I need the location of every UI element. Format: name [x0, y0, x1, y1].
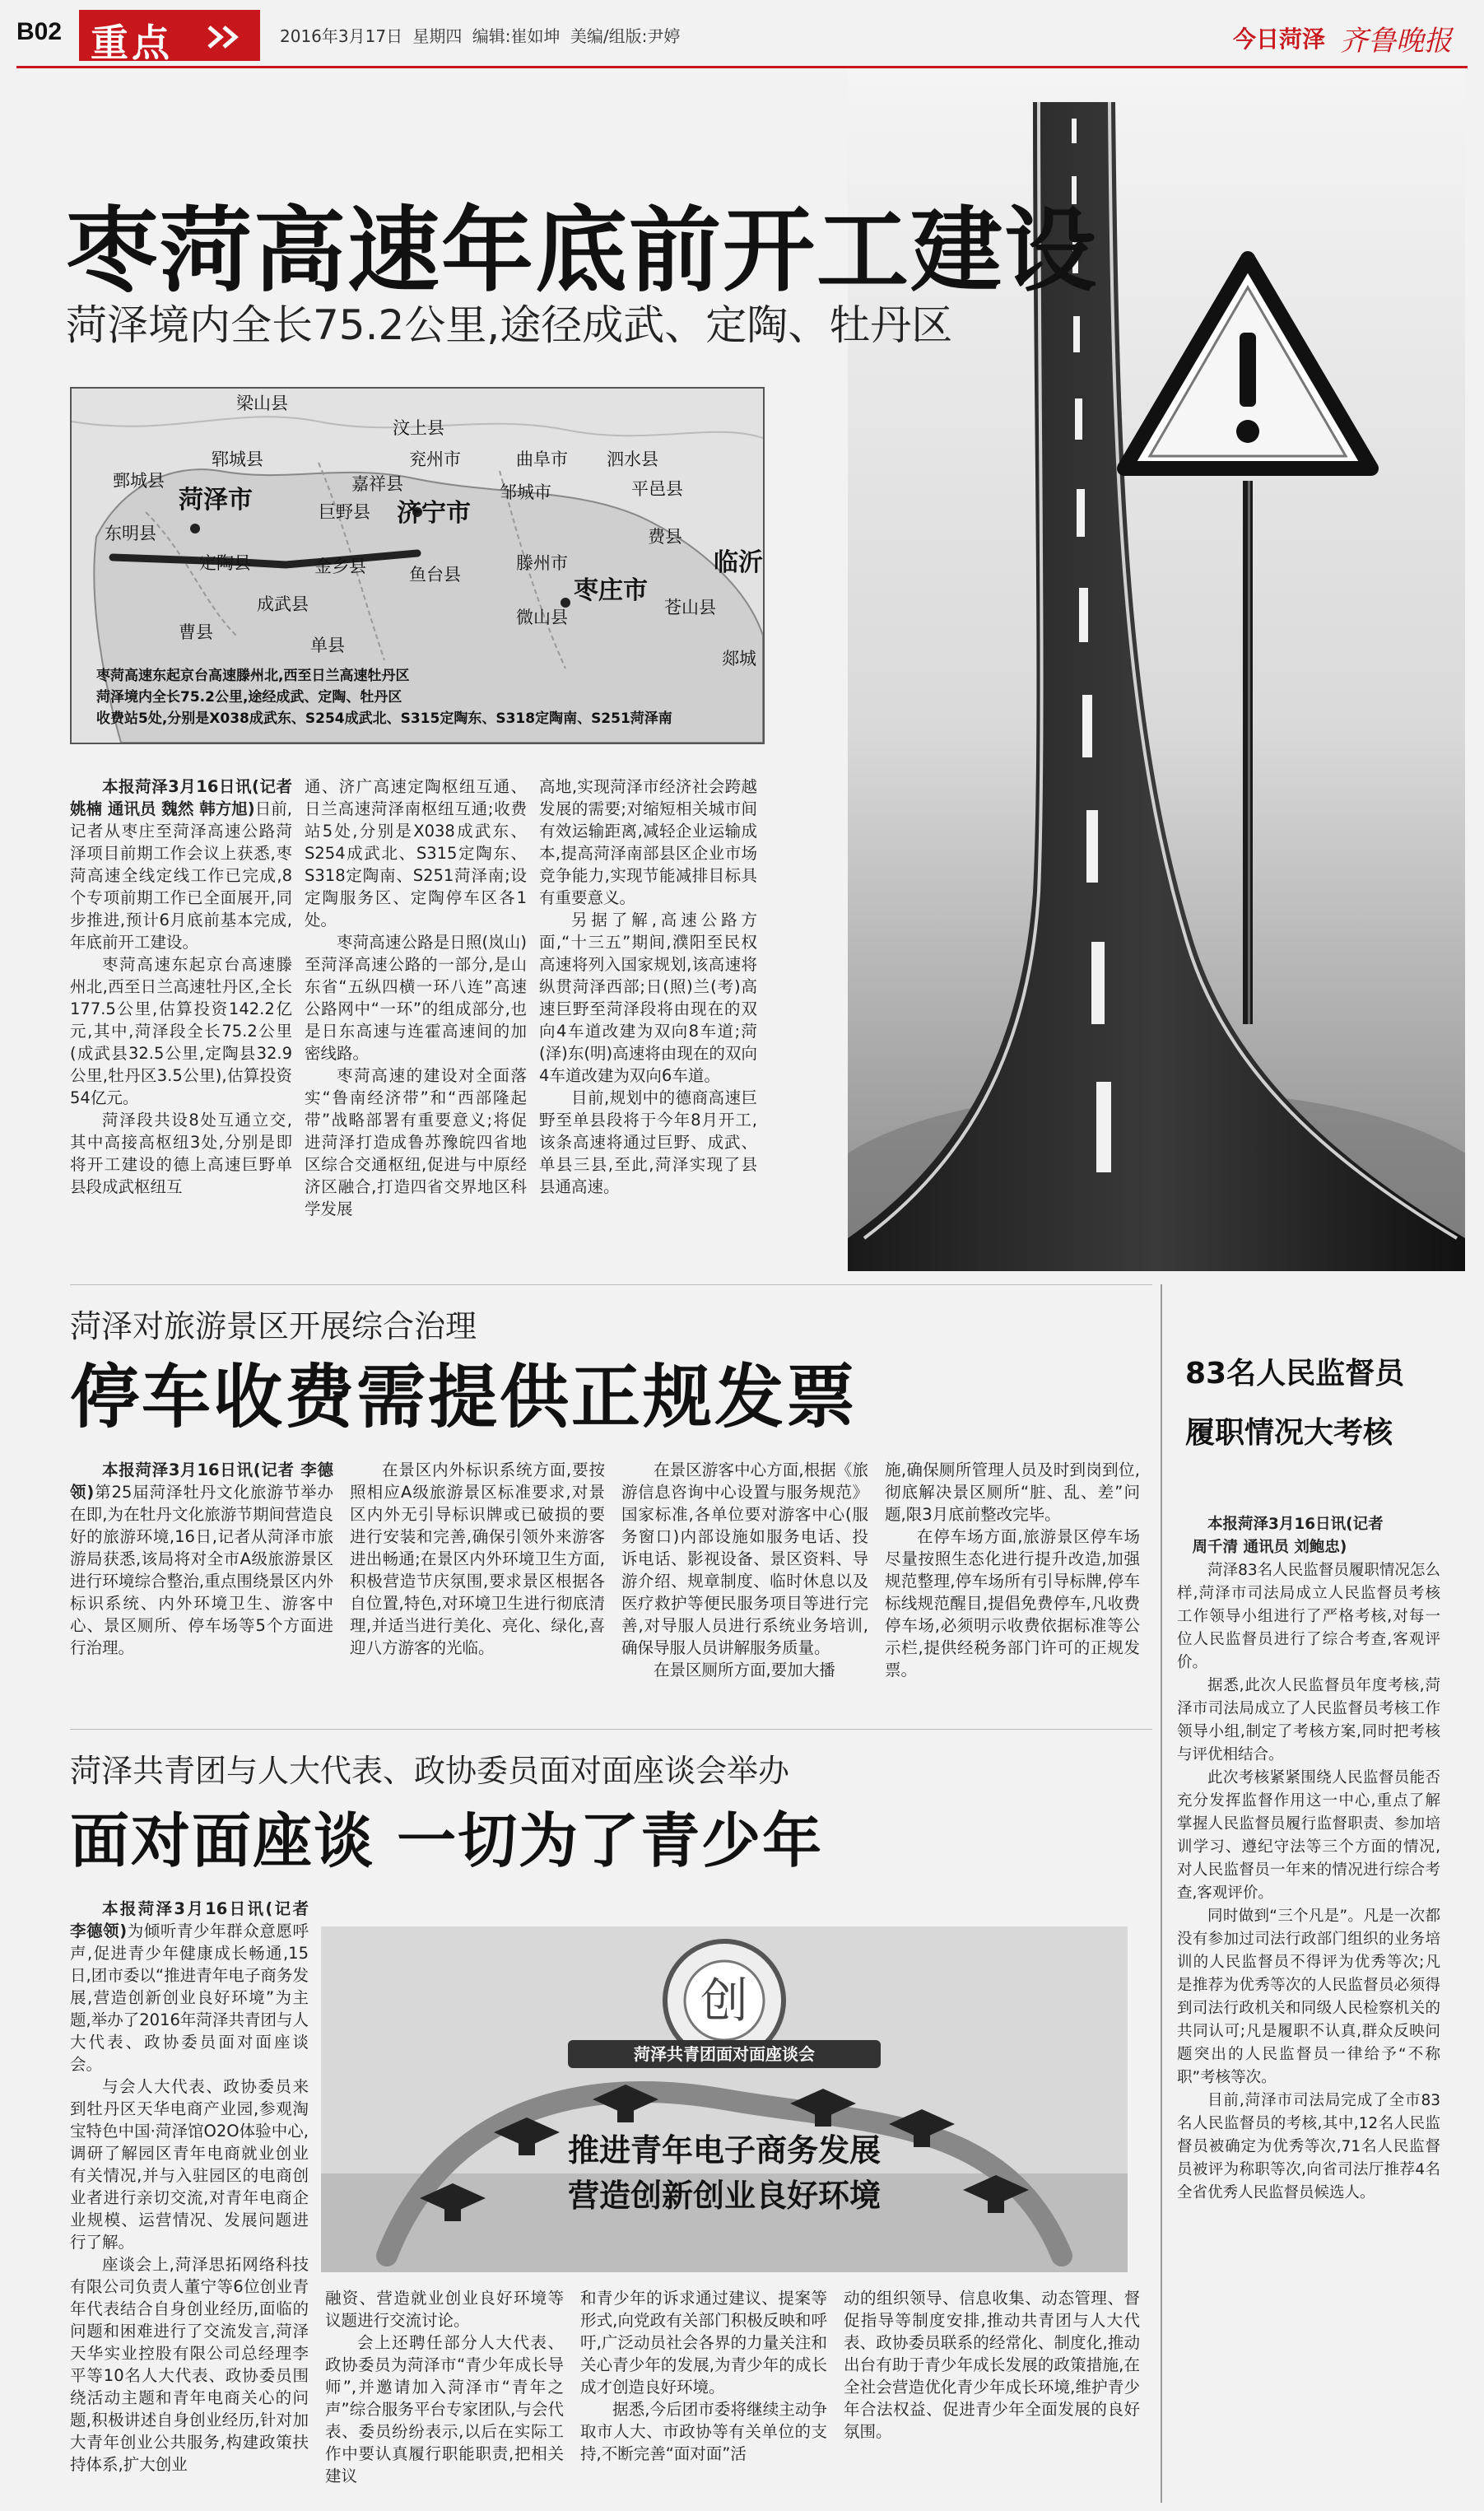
map-caption-line: 收费站5处,分别是X038成武东、S254成武北、S315定陶东、S318定陶南、S251菏泽南 [96, 710, 672, 727]
map-place: 东明县 [105, 524, 156, 543]
page-number: B02 [16, 18, 63, 45]
paragraph: 为倾听青少年群众意愿呼声,促进青少年健康成长畅通,15日,团市委以“推进青年电子商务发展,营造创新创业良好环境”为主题,举办了2016年菏泽共青团与人大代表、政协委员面对面座谈会。 [70, 1922, 309, 2074]
paragraph: 目前,规划中的德商高速巨野至单县段将于今年8月开工,该条高速将通过巨野、成武、单县三县,至此,菏泽实现了县县通高速。 [539, 1088, 757, 1196]
map-place: 曲阜市 [516, 450, 568, 469]
map-place: 曹县 [179, 622, 213, 642]
map-place: 邹城市 [500, 482, 551, 502]
paragraph: 菏泽段共设8处互通立交,其中高接高枢纽3处,分别是即将开工建设的德上高速巨野单县段成武枢纽互 [70, 1111, 292, 1196]
story3-column-1 [70, 1898, 309, 2476]
paragraph: 施,确保厕所管理人员及时到岗到位,彻底解决景区厕所“脏、乱、差”问题,限3月底前整改完毕。 [885, 1460, 1140, 1524]
double-chevron-right-icon [206, 25, 244, 49]
newspaper-logo: 齐鲁晚报 [1340, 25, 1452, 58]
event-slogan-1: 推进青年电子商务发展 [567, 2132, 882, 2169]
event-slogan-2: 营造创新创业良好环境 [567, 2178, 882, 2214]
sidebar-headline: 83名人民监督员 [1185, 1357, 1405, 1391]
paragraph: 日前,记者从枣庄至菏泽高速公路菏泽项目前期工作会议上获悉,枣菏高速全线定线工作已完成,8个专项前期工作已全面展开,同步推进,预计6月底前基本完成,年底前开工建设。 [70, 799, 292, 952]
byline: 周千清 通讯员 刘鲍忠) [1192, 1539, 1347, 1556]
paragraph: 第25届菏泽牡丹文化旅游节举办在即,为在牡丹文化旅游节期间营造良好的旅游环境,16日,记者从菏泽市旅游局获悉,该局将对全市A级旅游景区进行环境综合整治,重点围绕景区内外标识系统、内外环境卫生、游客中心、景区厕所、停车场等5个方面进行治理。 [70, 1483, 333, 1657]
map-place: 泗水县 [607, 450, 658, 469]
story3-column-4 [844, 2287, 1140, 2443]
paragraph: 枣菏高速的建设对全面落实“鲁南经济带”和“西部隆起带”战略部署有重要意义;将促进菏泽打造成鲁苏豫皖四省地区综合交通枢纽,促进与中原经济区融合,打造四省交界地区科学发展 [305, 1066, 527, 1218]
header-rule [16, 66, 1468, 68]
story2-headline: 停车收费需提供正规发票 [70, 1357, 858, 1437]
map-caption-line: 菏泽境内全长75.2公里,途经成武、定陶、牡丹区 [96, 689, 402, 706]
route-map [70, 387, 765, 744]
paragraph: 在停车场方面,旅游景区停车场尽量按照生态化进行提升改造,加强规范整理,停车场所有引导标牌,停车标线规范醒目,提倡免费停车,凡收费停车场,必须明示收费依据标准等公示栏,提供经税务部门许可的正规发票。 [885, 1527, 1140, 1679]
event-backdrop-photo [321, 1926, 1128, 2272]
map-caption [96, 665, 747, 729]
sidebar-rule [1161, 1284, 1162, 2503]
byline: 本报菏泽3月16日讯(记者 李德领) [70, 1899, 309, 1940]
paragraph: 高地,实现菏泽市经济社会跨越发展的需要;对缩短相关城市间有效运输距离,减轻企业运输成本,提高菏泽南部县区企业市场竞争能力,实现节能减排目标具有重要意义。 [539, 777, 757, 907]
map-place: 菏泽市 [179, 486, 253, 515]
byline: 本报菏泽3月16日讯(记者 姚楠 通讯员 魏然 韩方旭) [70, 777, 292, 818]
byline: 本报菏泽3月16日讯(记者 李德领) [70, 1460, 333, 1502]
lead-column-2 [305, 776, 527, 1220]
map-place: 金乡县 [314, 557, 366, 576]
map-place: 平邑县 [631, 479, 683, 499]
paragraph: 枣菏高速东起京台高速滕州北,西至日兰高速牡丹区,全长177.5公里,估算投资142.2亿元,其中,菏泽段全长75.2公里(成武县32.5公里,定陶县32.9公里,牡丹区3.5公里),估算投资54亿元。 [70, 955, 292, 1107]
paragraph: 通、济广高速定陶枢纽互通、日兰高速菏泽南枢纽互通;收费站5处,分别是X038成武东、S254成武北、S315定陶东、S318定陶南、S251菏泽南;设定陶服务区、定陶停车区各1处。 [305, 777, 527, 929]
story2-kicker: 菏泽对旅游景区开展综合治理 [70, 1308, 477, 1344]
map-place: 鱼台县 [409, 565, 461, 585]
story3-column-2 [325, 2287, 564, 2487]
paragraph: 和青少年的诉求通过建议、提案等形式,向党政有关部门积极反映和呼吁,广泛动员社会各界的力量关注和关心青少年的发展,为青少年的成长成才创造良好环境。 [580, 2289, 827, 2397]
paragraph: 在景区游客中心方面,根据《旅游信息咨询中心设置与服务规范》国家标准,各单位要对游客中心(服务窗口)内部设施如服务电话、投诉电话、影视设备、景区资料、导游介绍、规章制度、临时休息以及医疗救护等便民服务项目等进行完善,对导服人员进行系统业务培训,确保导服人员讲解服务质量。 [621, 1460, 868, 1657]
map-place: 郓城县 [212, 450, 263, 469]
issue-meta: 2016年3月17日 星期四 编辑:崔如坤 美编/组版:尹婷 [280, 26, 681, 46]
map-place: 枣庄市 [574, 576, 648, 605]
lead-subheadline: 菏泽境内全长75.2公里,途径成武、定陶、牡丹区 [66, 301, 953, 349]
map-place: 巨野县 [319, 502, 370, 522]
story3-kicker: 菏泽共青团与人大代表、政协委员面对面座谈会举办 [70, 1753, 790, 1789]
lead-headline: 枣菏高速年底前开工建设 [66, 198, 1098, 305]
paragraph: 在景区内外标识系统方面,要按照相应A级旅游景区标准要求,对景区内外无引导标识牌或已破损的要进行安装和完善,确保引领外来游客进出畅通;在景区内外环境卫生方面,积极营造节庆氛围,要求景区根据各自位置,特色,对环境卫生进行彻底清理,并适当进行美化、亮化、绿化,喜迎八方游客的光临。 [350, 1460, 605, 1657]
paragraph: 会上还聘任部分人大代表、政协委员为菏泽市“青少年成长导师”,并邀请加入菏泽市“青年之声”综合服务平台专家团队,与会代表、委员纷纷表示,以后在实际工作中要认真履行职能职责,把相关建议 [325, 2333, 564, 2485]
byline: 本报菏泽3月16日讯(记者 [1207, 1516, 1384, 1533]
paragraph: 据悉,今后团市委将继续主动争取市人大、市政协等有关单位的支持,不断完善“面对面”活 [580, 2400, 827, 2463]
map-place: 单县 [310, 636, 345, 655]
story3-headline: 面对面座谈 一切为了青少年 [70, 1806, 824, 1875]
paragraph: 在景区厕所方面,要加大播 [654, 1661, 835, 1679]
paragraph: 动的组织领导、信息收集、动态管理、督促指导等制度安排,推动共青团与人大代表、政协委员联系的经常化、制度化,推动出台有助于青少年成长发展的政策措施,在全社会营造优化青少年成长环境,维护青少年合法权益、促进青少年全面发展的良好氛围。 [844, 2289, 1140, 2441]
paragraph: 座谈会上,菏泽思拓网络科技有限公司负责人董宁等6位创业青年代表结合自身创业经历,面临的问题和困难进行了交流发言,菏泽天华实业控股有限公司总经理李平等10名人大代表、政协委员围绕活动主题和青年电商关心的问题,积极讲述自身创业经历,针对加大青年创业公共服务,构建政策扶持体系,扩大创业 [70, 2255, 309, 2474]
map-place: 费县 [648, 527, 682, 547]
map-place: 汶上县 [393, 418, 444, 438]
map-place: 苍山县 [664, 598, 716, 617]
lead-column-3 [539, 776, 757, 1198]
map-place: 微山县 [516, 608, 568, 627]
column-brand: 今日菏泽 [1233, 26, 1326, 53]
story2-column-3 [621, 1459, 868, 1681]
paragraph: 目前,菏泽市司法局完成了全市83名人民监督员的考核,其中,12名人民监督员被确定为优秀等次,71名人民监督员被评为称职等次,向省司法厅推荐4名全省优秀人民监督员候选人。 [1177, 2092, 1440, 2201]
map-place: 滕州市 [516, 553, 568, 573]
story2-column-1 [70, 1459, 333, 1659]
map-place: 梁山县 [236, 394, 288, 413]
story2-column-4 [885, 1459, 1140, 1681]
paragraph: 融资、营造就业创业良好环境等议题进行交流讨论。 [325, 2289, 564, 2330]
map-caption-line: 枣菏高速东起京台高速滕州北,西至日兰高速牡丹区 [96, 668, 410, 684]
section-divider [70, 1729, 1152, 1730]
map-place: 郯城 [722, 649, 756, 669]
paragraph: 与会人大代表、政协委员来到牡丹区天华电商产业园,参观淘宝特色中国·菏泽馆O2O体验中心,调研了解园区青年电商就业创业有关情况,并与入驻园区的电商创业者进行亲切交流,对青年电商企业规模、运营情况、发展问题进行了解。 [70, 2077, 309, 2252]
svg-text:创: 创 [700, 1973, 749, 2029]
sidebar-headline: 履职情况大考核 [1185, 1416, 1393, 1450]
map-place: 兖州市 [409, 450, 461, 469]
map-place: 成武县 [257, 594, 309, 614]
map-place: 定陶县 [199, 553, 251, 573]
map-place: 嘉祥县 [351, 474, 403, 494]
story3-column-3 [580, 2287, 827, 2465]
paragraph: 同时做到“三个凡是”。凡是一次都没有参加过司法行政部门组织的业务培训的人民监督员不得评为优秀等次;凡是推荐为优秀等次的人民监督员必须得到司法行政机关和同级人民检察机关的共同认可;凡是履职不认真,群众反映问题突出的人民监督员一律给予“不称职”考核等次。 [1177, 1908, 1440, 2086]
paragraph: 枣菏高速公路是日照(岚山)至菏泽高速公路的一部分,是山东省“五纵四横一环八连”高速公路网中“一环”的组成部分,也是日东高速与连霍高速间的加密线路。 [305, 933, 527, 1063]
event-ring-text: 菏泽共青团面对面座谈会 [634, 2044, 815, 2064]
paragraph: 菏泽83名人民监督员履职情况怎么样,菏泽市司法局成立人民监督员考核工作领导小组进行了严格考核,对每一位人民监督员进行了综合考查,客观评价。 [1177, 1562, 1440, 1671]
map-place: 鄄城县 [113, 471, 165, 491]
paragraph: 此次考核紧紧围绕人民监督员能否充分发挥监督作用这一中心,重点了解掌握人民监督员履行监督职责、参加培训学习、遵纪守法等三个方面的情况,对人民监督员一年来的情况进行综合考查,客观评价。 [1177, 1769, 1440, 1902]
story2-column-2 [350, 1459, 605, 1659]
section-divider [70, 1284, 1152, 1285]
sidebar-body [1177, 1513, 1440, 2205]
paragraph: 据悉,此次人民监督员年度考核,菏泽市司法局成立了人民监督员考核工作领导小组,制定了考核方案,同时把考核与评优相结合。 [1177, 1677, 1440, 1763]
section-name: 重点 [91, 21, 173, 65]
lead-column-1 [70, 776, 292, 1198]
map-place: 济宁市 [397, 499, 471, 528]
paragraph: 另据了解,高速公路方面,“十三五”期间,濮阳至民权高速将列入国家规划,该高速将纵贯菏泽西部;日(照)兰(考)高速巨野至菏泽段将由现在的双向4车道改建为双向8车道;菏(泽)东(明)高速将由现在的双向4车道改建为双向6车道。 [539, 911, 757, 1085]
map-place: 临沂 [714, 548, 763, 577]
